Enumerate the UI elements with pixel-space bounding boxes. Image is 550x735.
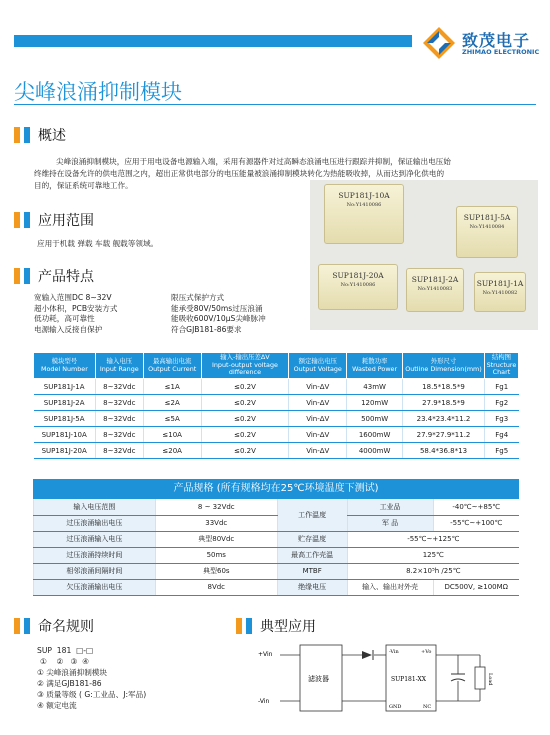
model-spec-table: [33, 352, 519, 459]
feature-item: 宽输入范围DC 8~32V: [34, 293, 112, 302]
col-header: 模块型号 Model Number: [34, 353, 96, 379]
col-header: 额定输出电压 Output Voltage: [289, 353, 347, 379]
table-row: SUP181J-10A 8~32Vdc ≤10A ≤0.2V Vin-ΔV 1600mW 27.9*27.9*11.2 Fg4: [34, 427, 519, 443]
naming-rules: [37, 645, 146, 711]
col-header: 输入电压 Input Range: [95, 353, 143, 379]
naming-code: SUP 181 □-□: [37, 646, 94, 655]
table-row: 欠压浪涌输出电压 8Vdc 绝缘电压 输入、输出对外壳 DC500V, ≥100MΩ: [34, 579, 520, 595]
table-row: 相邻浪涌间隔时间 典型60s MTBF 8.2×10⁵h /25℃: [34, 563, 520, 579]
application-title: 应用范围: [38, 213, 94, 229]
naming-title: 命名规则: [38, 619, 94, 635]
module-photo: SUP181J-2A No:Y1410083: [406, 268, 464, 312]
logo-text-cn: 致茂电子: [462, 31, 531, 50]
module-photo: SUP181J-1A No:Y1410082: [474, 272, 526, 312]
table-row: 过压浪涌输出电压 33Vdc 军 品 -55℃~+100℃: [34, 515, 520, 531]
features-heading: [14, 267, 94, 285]
page-title: 尖峰浪涌抑制模块: [14, 80, 182, 104]
application-text: 应用于机载 弹载 车载 舰载等领域。: [37, 239, 159, 248]
col-header: 最高输出电流 Output Current: [143, 353, 201, 379]
table-header-row: [34, 353, 519, 379]
title-divider: [14, 104, 536, 105]
gnd-label: GND: [389, 704, 402, 710]
col-header: 结构图 Structure Chart: [484, 353, 518, 379]
table-row: 过压浪涌输入电压 典型80Vdc 贮存温度 -55℃~+125℃: [34, 531, 520, 547]
naming-item: ③ 质量等级 ( G:工业品、J:军品): [37, 690, 147, 699]
overview-line: 目的，保证系统可靠地工作。: [34, 181, 133, 190]
pin-out-label: +Vo: [421, 649, 432, 655]
spec-section-title: 产品规格 (所有规格均在25℃环境温度下测试): [33, 479, 519, 499]
table-row: SUP181J-5A 8~32Vdc ≤5A ≤0.2V Vin-ΔV 500mW 23.4*23.4*11.2 Fg3: [34, 411, 519, 427]
application-circuit-heading: [236, 617, 316, 635]
naming-item: ④ 额定电流: [37, 701, 77, 710]
module-label: SUP181-XX: [391, 676, 427, 683]
col-header: 输入-输出压差ΔV Input-output voltage difference: [201, 353, 289, 379]
table-row: SUP181J-2A 8~32Vdc ≤2A ≤0.2V Vin-ΔV 120mW 27.9*18.5*9 Fg2: [34, 395, 519, 411]
module-photo: SUP181J-20A No:Y1410086: [318, 264, 398, 310]
module-photo: SUP181J-5A No:Y1410084: [456, 206, 518, 258]
feature-item: 低功耗，高可靠性: [34, 314, 95, 323]
filter-label: 滤波器: [308, 675, 329, 683]
overview-line: 尖峰浪涌抑制模块，应用于用电设备电源输入端，采用有源器件对过高瞬态浪涌电压进行跟踪并抑制，保证输出电压始: [56, 157, 451, 166]
table-row: SUP181J-20A 8~32Vdc ≤20A ≤0.2V Vin-ΔV 4000mW 58.4*36.8*13 Fg5: [34, 443, 519, 459]
overview-heading: [14, 126, 66, 144]
logo-text-en: ZHIMAO ELECTRONIC: [462, 48, 540, 56]
table-row: 过压浪涌持续时间 50ms 最高工作壳温 125℃: [34, 547, 520, 563]
vin-plus-label: +Vin: [258, 651, 273, 658]
feature-item: 超小体积，PCB安装方式: [34, 303, 118, 313]
overview-line: 终维持在设备允许的供电范围之内，超出正常供电部分的电压能量被浪涌抑制模块转化为热能吸收掉，从而达到净化供电的: [34, 169, 445, 178]
header-bar: [14, 35, 412, 47]
module-photo: SUP181J-10A No:Y1410086: [324, 184, 404, 244]
feature-item: 能承受80V/50ms过压浪涌: [171, 303, 263, 313]
feature-item: 电源输入反接自保护: [34, 324, 103, 334]
feature-item: 符合GJB181-86要求: [171, 324, 242, 334]
col-header: 耗散功率 Wasted Power: [347, 353, 403, 379]
company-logo: [422, 26, 542, 60]
general-spec-table: [33, 499, 519, 596]
naming-item: ① 尖峰浪涌抑制模块: [37, 668, 107, 677]
overview-title: 概述: [38, 128, 66, 144]
nc-label: NC: [423, 704, 432, 710]
vin-minus-label: -Vin: [258, 698, 270, 705]
naming-marks: ① ② ③ ④: [40, 657, 89, 666]
load-label: Load: [487, 673, 493, 686]
circuit-title: 典型应用: [260, 619, 316, 635]
feature-item: 能吸收600V/10μS尖峰脉冲: [171, 314, 266, 323]
naming-item: ② 满足GJB181-86: [37, 679, 102, 688]
application-heading: [14, 211, 94, 229]
naming-heading: [14, 617, 94, 635]
pin-in-label: -Vin: [389, 649, 399, 655]
table-row: SUP181J-1A 8~32Vdc ≤1A ≤0.2V Vin-ΔV 43mW 18.5*18.5*9 Fg1: [34, 379, 519, 395]
logo-mark-icon: [422, 26, 456, 60]
feature-item: 限压式保护方式: [171, 293, 225, 302]
table-row: 输入电压范围 8 ~ 32Vdc 工作温度 工业品 -40℃~+85℃: [34, 499, 520, 515]
features-title: 产品特点: [38, 269, 94, 285]
col-header: 外形尺寸 Outline Dimension(mm): [403, 353, 485, 379]
product-photo: [310, 180, 538, 330]
typical-application-circuit: [258, 641, 498, 726]
